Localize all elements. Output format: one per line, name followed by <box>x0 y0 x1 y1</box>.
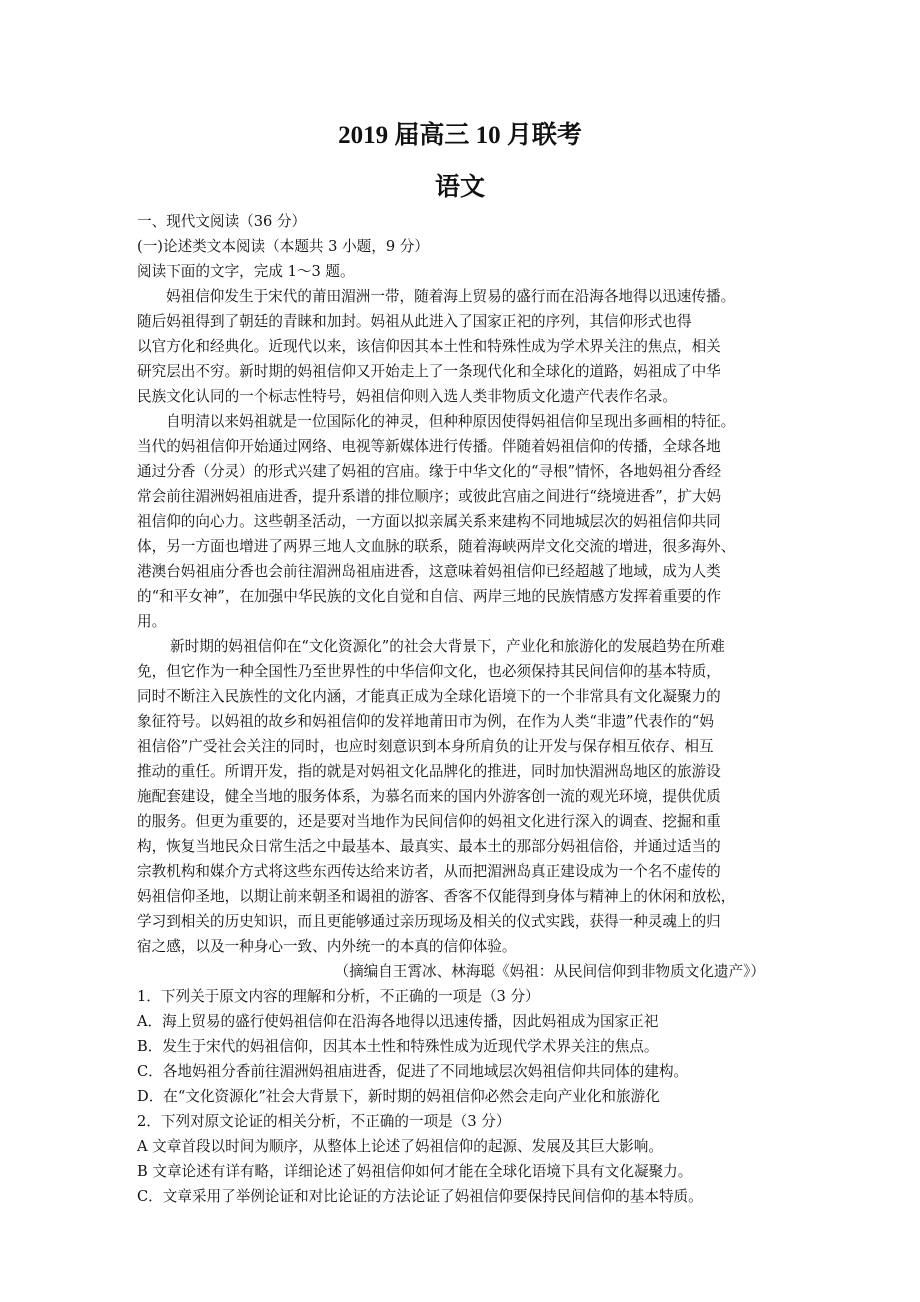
paragraph-line: 的服务。但更为重要的，还是要对当地作为民间信仰的妈祖文化进行深入的调查、挖掘和重 <box>137 813 721 830</box>
answer-option: B 文章论述有详有略，详细论述了妈祖信仰如何才能在全球化语境下具有文化凝聚力。 <box>137 1163 693 1180</box>
paragraph-2 <box>137 409 785 634</box>
paragraph-line: 学习到相关的历史知识，而且更能够通过亲历现场及相关的仪式实践，获得一种灵魂上的归 <box>137 913 721 930</box>
paragraph-line: 施配套建设，健全当地的服务体系，为慕名而来的国内外游客创一流的观光环境，提供优质 <box>137 788 721 805</box>
paragraph-1 <box>137 284 785 409</box>
reading-instruction: 阅读下面的文字，完成 1～3 题。 <box>137 263 355 280</box>
answer-option: C．文章采用了举例论证和对比论证的方法论证了妈祖信仰要保持民间信仰的基本特质。 <box>137 1188 703 1205</box>
question-stem: 2．下列对原文论证的相关分析，不正确的一项是（3 分） <box>137 1113 511 1130</box>
paragraph-line: 新时期的妈祖信仰在“文化资源化”的社会大背景下，产业化和旅游化的发展趋势在所难 <box>170 638 725 655</box>
answer-option: B．发生于宋代的妈祖信仰，因其本土性和特殊性成为近现代学术界关注的焦点。 <box>137 1038 659 1055</box>
paragraph-line: 自明清以来妈祖就是一位国际化的神灵，但种种原因使得妈祖信仰呈现出多画相的特征。 <box>166 413 736 430</box>
paragraph-line: 港澳台妈祖庙分香也会前往湄洲岛祖庙进香，这意味着妈祖信仰已经超越了地域，成为人类 <box>137 563 721 580</box>
paragraph-line: 宿之感，以及一种身心一致、内外统一的本真的信仰体验。 <box>137 938 517 955</box>
paragraph-line: 祖信俗”广受社会关注的同时，也应时刻意识到本身所肩负的让开发与保存相互依存、相互 <box>137 738 714 755</box>
paragraph-line: 免，但它作为一种全国性乃至世界性的中华信仰文化，也必须保持其民间信仰的基本特质， <box>137 663 721 680</box>
paragraph-line: 民族文化认同的一个标志性特号，妈祖信仰则入选人类非物质文化遗产代表作名录。 <box>137 388 677 405</box>
paragraph-line: 以官方化和经典化。近现代以来，该信仰因其本土性和特殊性成为学术界关注的焦点，相关 <box>137 338 721 355</box>
paragraph-line: 象征符号。以妈祖的故乡和妈祖信仰的发祥地莆田市为例，在作为人类“非遗”代表作的“妈 <box>137 713 714 730</box>
paragraph-line: 宗教机构和媒介方式将这些东西传达给来访者，从而把湄洲岛真正建设成为一个名不虚传的 <box>137 863 721 880</box>
section-heading: 一、现代文阅读（36 分） <box>137 213 307 230</box>
answer-option: A．海上贸易的盛行使妈祖信仰在沿海各地得以迅速传播，因此妈祖成为国家正祀 <box>137 1013 659 1030</box>
paragraph-line: 当代的妈祖信仰开始通过网络、电视等新媒体进行传播。伴随着妈祖信仰的传播，全球各地 <box>137 438 721 455</box>
paragraph-line: 研究层出不穷。新时期的妈祖信仰又开始走上了一条现代化和全球化的道路，妈祖成了中华 <box>137 363 721 380</box>
question-stem: 1．下列关于原文内容的理解和分析，不正确的一项是（3 分） <box>137 988 540 1005</box>
paragraph-line: 构，恢复当地民众日常生活之中最基本、最真实、最本土的那部分妈祖信俗，并通过适当的 <box>137 838 721 855</box>
paragraph-line: 的“和平女神”，在加强中华民族的文化自觉和自信、两岸三地的民族情感方发挥着重要的作 <box>137 588 722 605</box>
question-1 <box>137 984 785 1109</box>
subject-title: 语文 <box>434 172 485 201</box>
source-citation: （摘编自王霄冰、林海聪《妈祖：从民间信仰到非物质文化遗产》） <box>334 963 765 980</box>
subsection-heading: (一)论述类文本阅读（本题共 3 小题，9 分） <box>137 238 429 255</box>
paragraph-line: 随后妈祖得到了朝廷的青睐和加封。妈祖从此进入了国家正祀的序列，其信仰形式也得 <box>137 313 692 330</box>
answer-option: A 文章首段以时间为顺序，从整体上论述了妈祖信仰的起源、发展及其巨大影响。 <box>137 1138 663 1155</box>
answer-option: D．在“文化资源化”社会大背景下，新时期的妈祖信仰必然会走向产业化和旅游化 <box>137 1088 660 1105</box>
paragraph-line: 推动的重任。所谓开发，指的就是对妈祖文化品牌化的推进，同时加快湄洲岛地区的旅游设 <box>137 763 721 780</box>
paragraph-line: 同时不断注入民族性的文化内涵，才能真正成为全球化语境下的一个非常具有文化凝聚力的 <box>137 688 721 705</box>
paragraph-3 <box>137 634 785 959</box>
paragraph-line: 妈祖信仰发生于宋代的莆田湄洲一带，随着海上贸易的盛行而在沿海各地得以迅速传播。 <box>166 288 736 305</box>
answer-option: C．各地妈祖分香前往湄洲妈祖庙进香，促进了不同地域层次妈祖信仰共同体的建构。 <box>137 1063 689 1080</box>
question-2 <box>137 1109 785 1209</box>
exam-title: 2019 届高三 10 月联考 <box>338 122 582 149</box>
paragraph-line: 常会前往湄洲妈祖庙进香，提升系谱的排位顺序；或彼此宫庙之间进行“绕境进香”，扩大妈 <box>137 488 722 505</box>
paragraph-line: 体，另一方面也增进了两界三地人文血脉的联系，随着海峡两岸文化交流的增进，很多海外、 <box>137 538 736 555</box>
paragraph-line: 妈祖信仰圣地，以期让前来朝圣和谒祖的游客、香客不仅能得到身体与精神上的休闲和放松， <box>137 888 736 905</box>
exam-body <box>137 209 785 1209</box>
paragraph-line: 通过分香（分灵）的形式兴建了妈祖的宫庙。缘于中华文化的“寻根”情怀，各地妈祖分香经 <box>137 463 722 480</box>
paragraph-line: 祖信仰的向心力。这些朝圣活动，一方面以拟亲属关系来建构不同地城层次的妈祖信仰共同 <box>137 513 721 530</box>
paragraph-line: 用。 <box>137 613 167 630</box>
